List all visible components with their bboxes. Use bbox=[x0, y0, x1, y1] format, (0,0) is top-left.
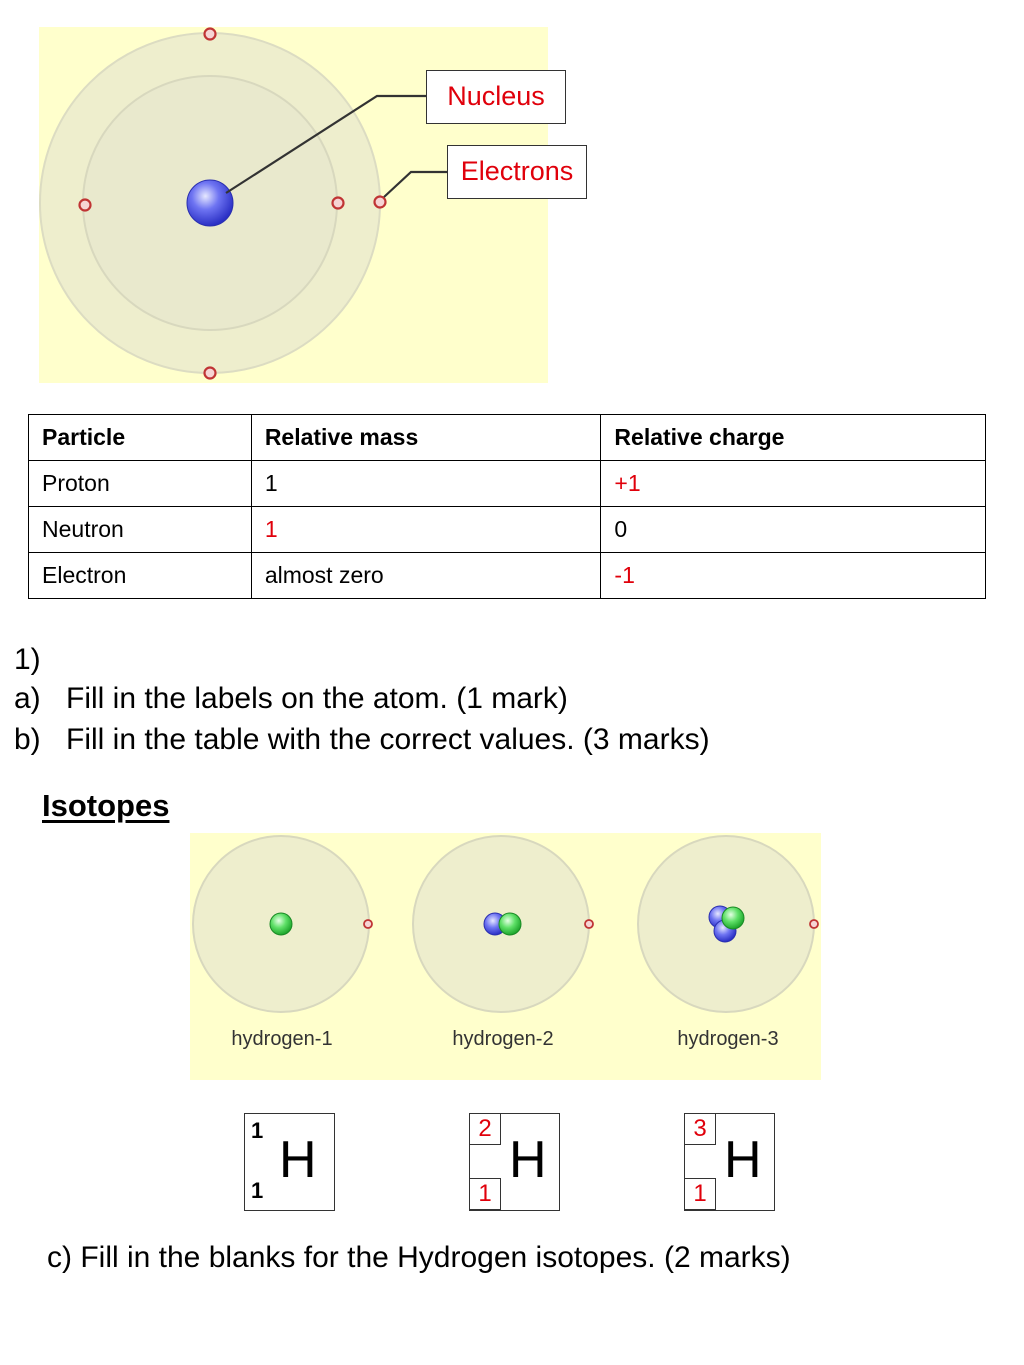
electron bbox=[205, 368, 216, 379]
table-cell: 1 bbox=[251, 461, 601, 507]
proton bbox=[722, 907, 744, 929]
isotopes-diagram bbox=[190, 833, 821, 1080]
isotope-name: hydrogen-3 bbox=[677, 1028, 779, 1050]
column-header: Relative mass bbox=[251, 415, 601, 461]
isotopes-heading: Isotopes bbox=[42, 788, 170, 823]
question-number: 1) bbox=[14, 643, 41, 676]
column-header: Particle bbox=[29, 415, 252, 461]
mass-number: 1 bbox=[251, 1118, 264, 1143]
question-b-text: Fill in the table with the correct values. (3 marks) bbox=[66, 723, 710, 756]
electron bbox=[333, 198, 344, 209]
table-cell: +1 bbox=[601, 461, 986, 507]
nucleus bbox=[187, 180, 233, 226]
element-symbol: H bbox=[724, 1131, 762, 1189]
isotope-notation-3 bbox=[684, 1113, 775, 1211]
table-cell: Electron bbox=[29, 553, 252, 599]
table-cell: 1 bbox=[251, 507, 601, 553]
table-cell: -1 bbox=[601, 553, 986, 599]
table-cell: 0 bbox=[601, 507, 986, 553]
isotope-notation-1 bbox=[244, 1113, 335, 1211]
atomic-number: 1 bbox=[251, 1178, 264, 1203]
electrons-label: Electrons bbox=[447, 145, 587, 199]
question-b-marker: b) bbox=[14, 723, 41, 756]
question-a-text: Fill in the labels on the atom. (1 mark) bbox=[66, 682, 568, 715]
element-symbol: H bbox=[509, 1131, 547, 1189]
column-header: Relative charge bbox=[601, 415, 986, 461]
table-header-row bbox=[29, 415, 986, 461]
nucleus-label: Nucleus bbox=[426, 70, 566, 124]
mass-number: 2 bbox=[469, 1113, 501, 1145]
isotope-notation-2 bbox=[469, 1113, 560, 1211]
electron bbox=[375, 197, 386, 208]
electron bbox=[80, 200, 91, 211]
electron bbox=[364, 920, 372, 928]
question-c-text: c) Fill in the blanks for the Hydrogen isotopes. (2 marks) bbox=[47, 1241, 791, 1274]
atomic-number: 1 bbox=[469, 1178, 501, 1210]
proton bbox=[270, 913, 292, 935]
table-cell: Neutron bbox=[29, 507, 252, 553]
isotope-name: hydrogen-1 bbox=[231, 1028, 333, 1050]
table-row bbox=[29, 507, 986, 553]
electron bbox=[585, 920, 593, 928]
proton bbox=[499, 913, 521, 935]
electron bbox=[205, 29, 216, 40]
particle-table bbox=[28, 414, 986, 599]
mass-number: 3 bbox=[684, 1113, 716, 1145]
table-row bbox=[29, 553, 986, 599]
element-symbol: H bbox=[279, 1131, 317, 1189]
isotope-name: hydrogen-2 bbox=[452, 1028, 554, 1050]
table-row bbox=[29, 461, 986, 507]
table-cell: almost zero bbox=[251, 553, 601, 599]
question-a-marker: a) bbox=[14, 682, 41, 715]
atomic-number: 1 bbox=[684, 1178, 716, 1210]
electron bbox=[810, 920, 818, 928]
table-cell: Proton bbox=[29, 461, 252, 507]
